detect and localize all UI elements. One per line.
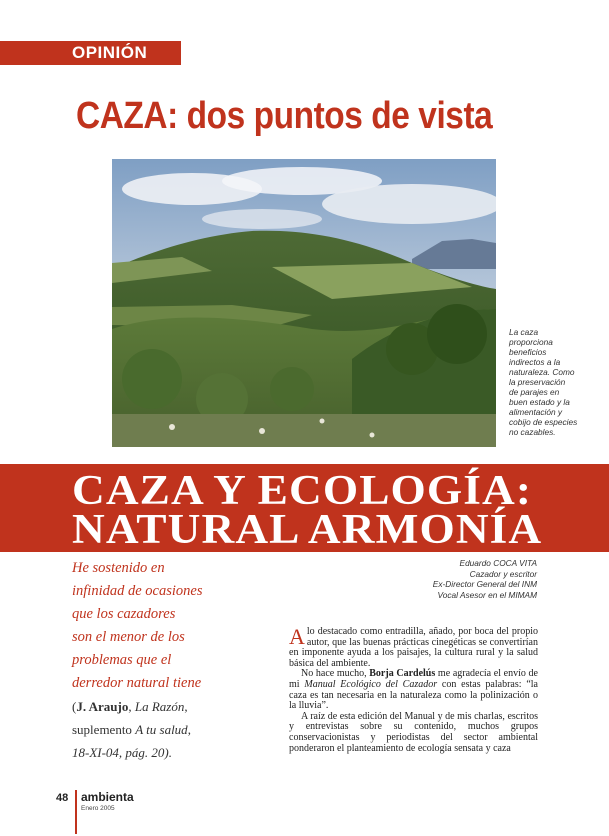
article-paragraph xyxy=(289,624,538,669)
caption-line: buen estado y la xyxy=(509,397,570,407)
caption-line: indirectos a la xyxy=(509,357,561,367)
quote-author: J. Araujo xyxy=(76,699,129,714)
article-body xyxy=(289,624,538,754)
quote-line: son el menor de los xyxy=(72,629,185,645)
author-role: Ex-Director General del INM xyxy=(432,579,537,589)
drop-cap: A xyxy=(289,624,305,649)
author-block xyxy=(433,558,537,600)
quote-supplement-prefix: suplemento xyxy=(72,722,136,737)
author-role: Vocal Asesor en el MIMAM xyxy=(437,589,537,600)
photo-caption xyxy=(509,327,591,437)
landscape-photo xyxy=(112,159,496,447)
person-name: Borja Cardelús xyxy=(369,668,436,680)
caption-line: cobijo de especies xyxy=(509,417,578,427)
paragraph-text: con estas palabras: “la caza es tan necesaria en la naturaleza como la polinización o la lluvia”. xyxy=(289,678,538,712)
caption-line: beneficios xyxy=(509,347,547,357)
headline-line-2: NATURAL ARMONÍA xyxy=(72,507,543,553)
quote-line: He sostenido en xyxy=(72,560,165,576)
section-tag: OPINIÓN xyxy=(0,41,181,65)
headline-line-1: CAZA Y ECOLOGÍA: xyxy=(72,468,533,514)
quote-separator: , xyxy=(128,699,135,714)
quote-publication: La Razón xyxy=(134,699,185,714)
quote-supplement-suffix: , xyxy=(187,722,191,737)
caption-line: no cazables. xyxy=(509,427,556,437)
article-paragraph: A raíz de esta edición del Manual y de mis charlas, escritos y entrevistas sobre su contenido, muchos grupos conservacionistas y periodistas del sector ambiental ponderaron el planteamiento de ecología sensata y caza xyxy=(289,710,538,754)
caption-line: La caza xyxy=(509,327,539,337)
paragraph-text: No hace mucho, xyxy=(301,668,370,680)
article-paragraph xyxy=(289,669,538,711)
quote-line: que los cazadores xyxy=(72,606,176,622)
author-name: Eduardo COCA VITA xyxy=(459,558,537,568)
quote-supplement xyxy=(72,718,272,741)
paragraph-text: lo destacado como entradilla, añado, por boca del propio autor, que las buenas prácticas cinegéticas se convertirían en imponente ayuda a los paisajes, la cultura rural y la salud básica del ambiente. xyxy=(289,626,538,669)
paragraph-text: me agradecía el envío de mi xyxy=(289,668,538,690)
quote-line: derredor natural tiene xyxy=(72,675,202,691)
author-role: Cazador y escritor xyxy=(469,568,537,579)
pull-quote xyxy=(72,557,272,764)
quote-supplement-title: A tu salud xyxy=(135,722,188,737)
page-title: CAZA: dos puntos de vista xyxy=(76,95,493,137)
caption-line: proporciona xyxy=(509,337,553,347)
book-title: Manual Ecológico del Cazador xyxy=(304,678,438,690)
issue-date: Enero 2005 xyxy=(81,805,115,812)
quote-comma: , xyxy=(184,699,188,714)
caption-line: de parajes en xyxy=(509,387,560,397)
footer-accent-bar xyxy=(75,790,77,834)
quote-source xyxy=(72,695,272,718)
quote-open: ( xyxy=(72,699,77,714)
magazine-name: ambienta xyxy=(81,790,134,804)
caption-line: alimentación y xyxy=(509,407,563,417)
caption-line: la preservación xyxy=(509,377,566,387)
caption-line: naturaleza. Como xyxy=(509,367,575,377)
quote-line: infinidad de ocasiones xyxy=(72,583,203,599)
page-number: 48 xyxy=(56,790,73,806)
quote-date: 18-XI-04, pág. 20). xyxy=(72,745,173,760)
quote-line: problemas que el xyxy=(72,652,172,668)
